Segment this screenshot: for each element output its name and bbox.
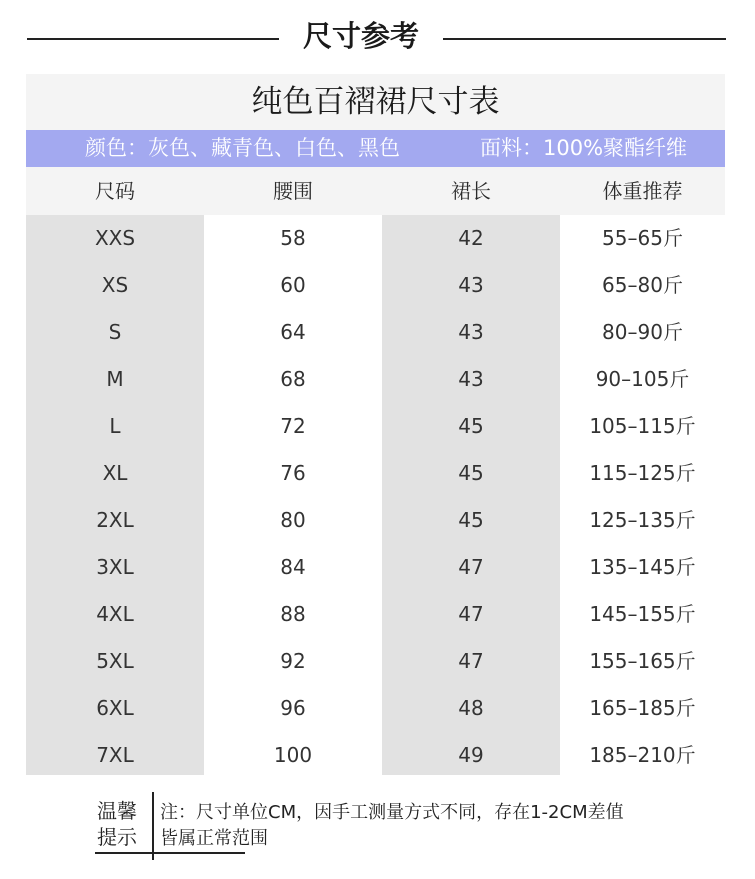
- cell-size: S: [108, 320, 122, 344]
- cell-weight: 185–210斤: [589, 743, 696, 767]
- cell-length: 43: [458, 320, 484, 344]
- fabric-info: 面料：100%聚酯纤维: [480, 136, 688, 160]
- cell-length: 43: [458, 273, 484, 297]
- cell-length: 47: [458, 649, 484, 673]
- tip-divider-horizontal: [95, 852, 245, 854]
- cell-weight: 145–155斤: [589, 602, 696, 626]
- cell-weight: 105–115斤: [589, 414, 696, 438]
- table-row: [26, 591, 725, 638]
- table-row: [26, 403, 725, 450]
- cell-waist: 88: [280, 602, 306, 626]
- cell-length: 45: [458, 414, 484, 438]
- color-options: 颜色：灰色、藏青色、白色、黑色: [85, 136, 400, 160]
- table-row: [26, 262, 725, 309]
- tip-text: [160, 800, 624, 852]
- tip-divider-vertical: [152, 792, 154, 860]
- size-chart-panel: [26, 74, 725, 775]
- page-title: 尺寸参考: [302, 19, 419, 53]
- cell-size: M: [106, 367, 124, 391]
- cell-waist: 84: [280, 555, 306, 579]
- table-row: [26, 685, 725, 732]
- table-body: [26, 215, 725, 779]
- cell-length: 43: [458, 367, 484, 391]
- product-info-band: [26, 130, 725, 167]
- cell-size: 3XL: [96, 555, 134, 579]
- cell-weight: 90–105斤: [595, 367, 690, 391]
- tip-label-line2: 提示: [97, 825, 137, 849]
- cell-size: 2XL: [96, 508, 134, 532]
- cell-size: 4XL: [96, 602, 134, 626]
- cell-waist: 72: [280, 414, 306, 438]
- table-row: [26, 544, 725, 591]
- cell-weight: 80–90斤: [602, 320, 683, 344]
- cell-weight: 55–65斤: [602, 226, 683, 250]
- cell-waist: 64: [280, 320, 306, 344]
- cell-weight: 125–135斤: [589, 508, 696, 532]
- cell-size: XS: [101, 273, 129, 297]
- cell-length: 47: [458, 555, 484, 579]
- tip-text-line2: 皆属正常范围: [160, 828, 268, 849]
- cell-size: XL: [102, 461, 128, 485]
- cell-length: 48: [458, 696, 484, 720]
- cell-weight: 135–145斤: [589, 555, 696, 579]
- column-header-weight: 体重推荐: [602, 179, 683, 203]
- tip-text-line1: 注：尺寸单位CM，因手工测量方式不同，存在1-2CM差值: [160, 802, 624, 823]
- table-header-row: [26, 167, 725, 215]
- table-row: [26, 732, 725, 779]
- table-row: [26, 356, 725, 403]
- cell-waist: 58: [280, 226, 306, 250]
- column-header-length: 裙长: [451, 179, 491, 203]
- cell-waist: 100: [273, 743, 313, 767]
- tip-label-line1: 温馨: [97, 799, 137, 823]
- cell-waist: 60: [280, 273, 306, 297]
- cell-size: 6XL: [96, 696, 134, 720]
- cell-size: L: [109, 414, 121, 438]
- header-rule-right: [443, 38, 726, 40]
- cell-weight: 65–80斤: [602, 273, 683, 297]
- table-row: [26, 638, 725, 685]
- table-row: [26, 497, 725, 544]
- cell-length: 45: [458, 508, 484, 532]
- cell-size: 5XL: [96, 649, 134, 673]
- cell-waist: 68: [280, 367, 306, 391]
- cell-waist: 80: [280, 508, 306, 532]
- cell-weight: 165–185斤: [589, 696, 696, 720]
- column-header-waist: 腰围: [273, 179, 313, 203]
- cell-waist: 76: [280, 461, 306, 485]
- size-chart-title: 纯色百褶裙尺寸表: [251, 84, 500, 120]
- table-row: [26, 450, 725, 497]
- header-rule-left: [27, 38, 279, 40]
- cell-length: 42: [458, 226, 484, 250]
- cell-length: 45: [458, 461, 484, 485]
- table-row: [26, 215, 725, 262]
- tip-label: [97, 798, 157, 850]
- cell-weight: 155–165斤: [589, 649, 696, 673]
- cell-length: 47: [458, 602, 484, 626]
- cell-waist: 96: [280, 696, 306, 720]
- cell-size: 7XL: [96, 743, 134, 767]
- table-row: [26, 309, 725, 356]
- cell-waist: 92: [280, 649, 306, 673]
- cell-weight: 115–125斤: [589, 461, 696, 485]
- column-header-size: 尺码: [95, 179, 135, 203]
- cell-length: 49: [458, 743, 484, 767]
- cell-size: XXS: [94, 226, 136, 250]
